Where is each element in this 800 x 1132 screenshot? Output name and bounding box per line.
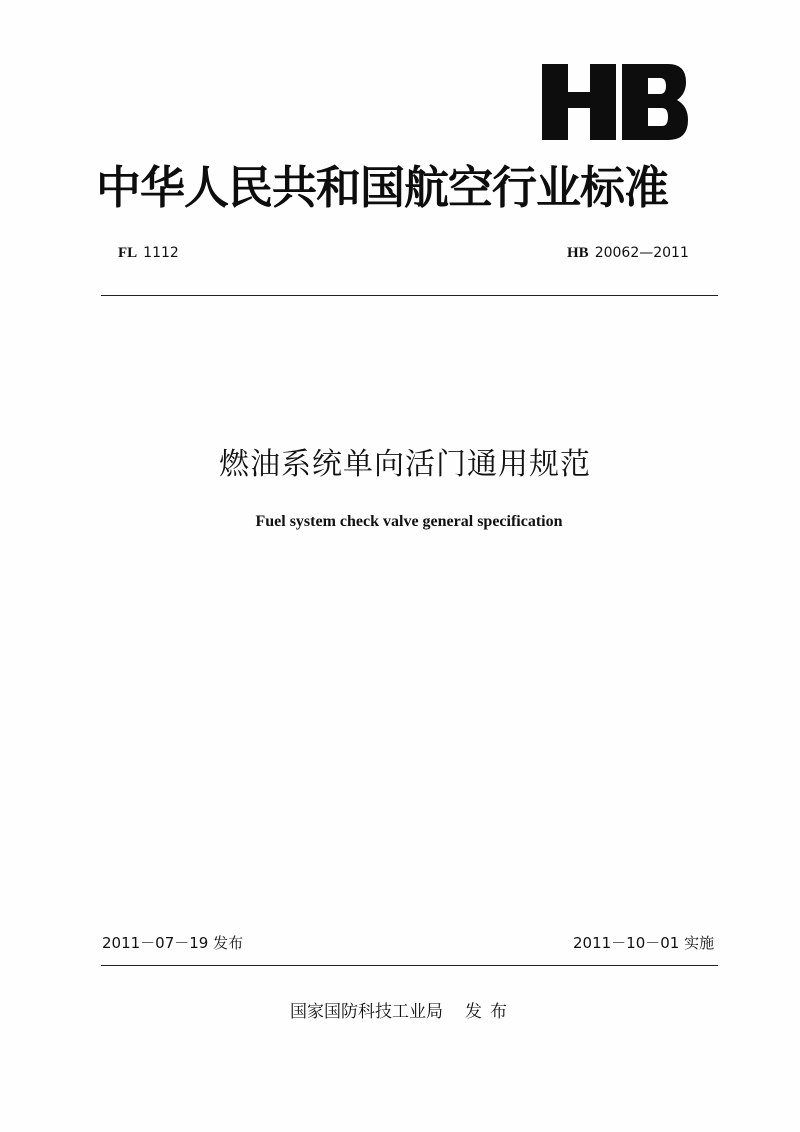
standard-number: 20062—2011 — [594, 245, 689, 261]
issuer-name: 国家国防科技工业局 — [290, 1002, 443, 1022]
issuer-action: 发布 — [465, 1002, 515, 1022]
document-title-english: Fuel system check valve general specification — [255, 513, 563, 530]
publish-date: 2011－07－19 发布 — [102, 934, 244, 952]
bottom-divider — [101, 965, 718, 966]
standard-category-title: 中华人民共和国航空行业标准 — [96, 161, 669, 214]
classification-code — [118, 242, 179, 263]
implement-date: 2011－10－01 实施 — [573, 934, 715, 952]
classification-number: 1112 — [143, 245, 179, 261]
standard-prefix: HB — [567, 245, 589, 261]
top-divider — [101, 295, 718, 296]
issuing-authority — [290, 1000, 515, 1024]
hb-logo — [540, 56, 690, 146]
hb-logo-mark — [540, 56, 690, 146]
standard-code — [567, 242, 689, 263]
classification-prefix: FL — [118, 245, 138, 261]
document-title-chinese: 燃油系统单向活门通用规范 — [219, 447, 591, 482]
